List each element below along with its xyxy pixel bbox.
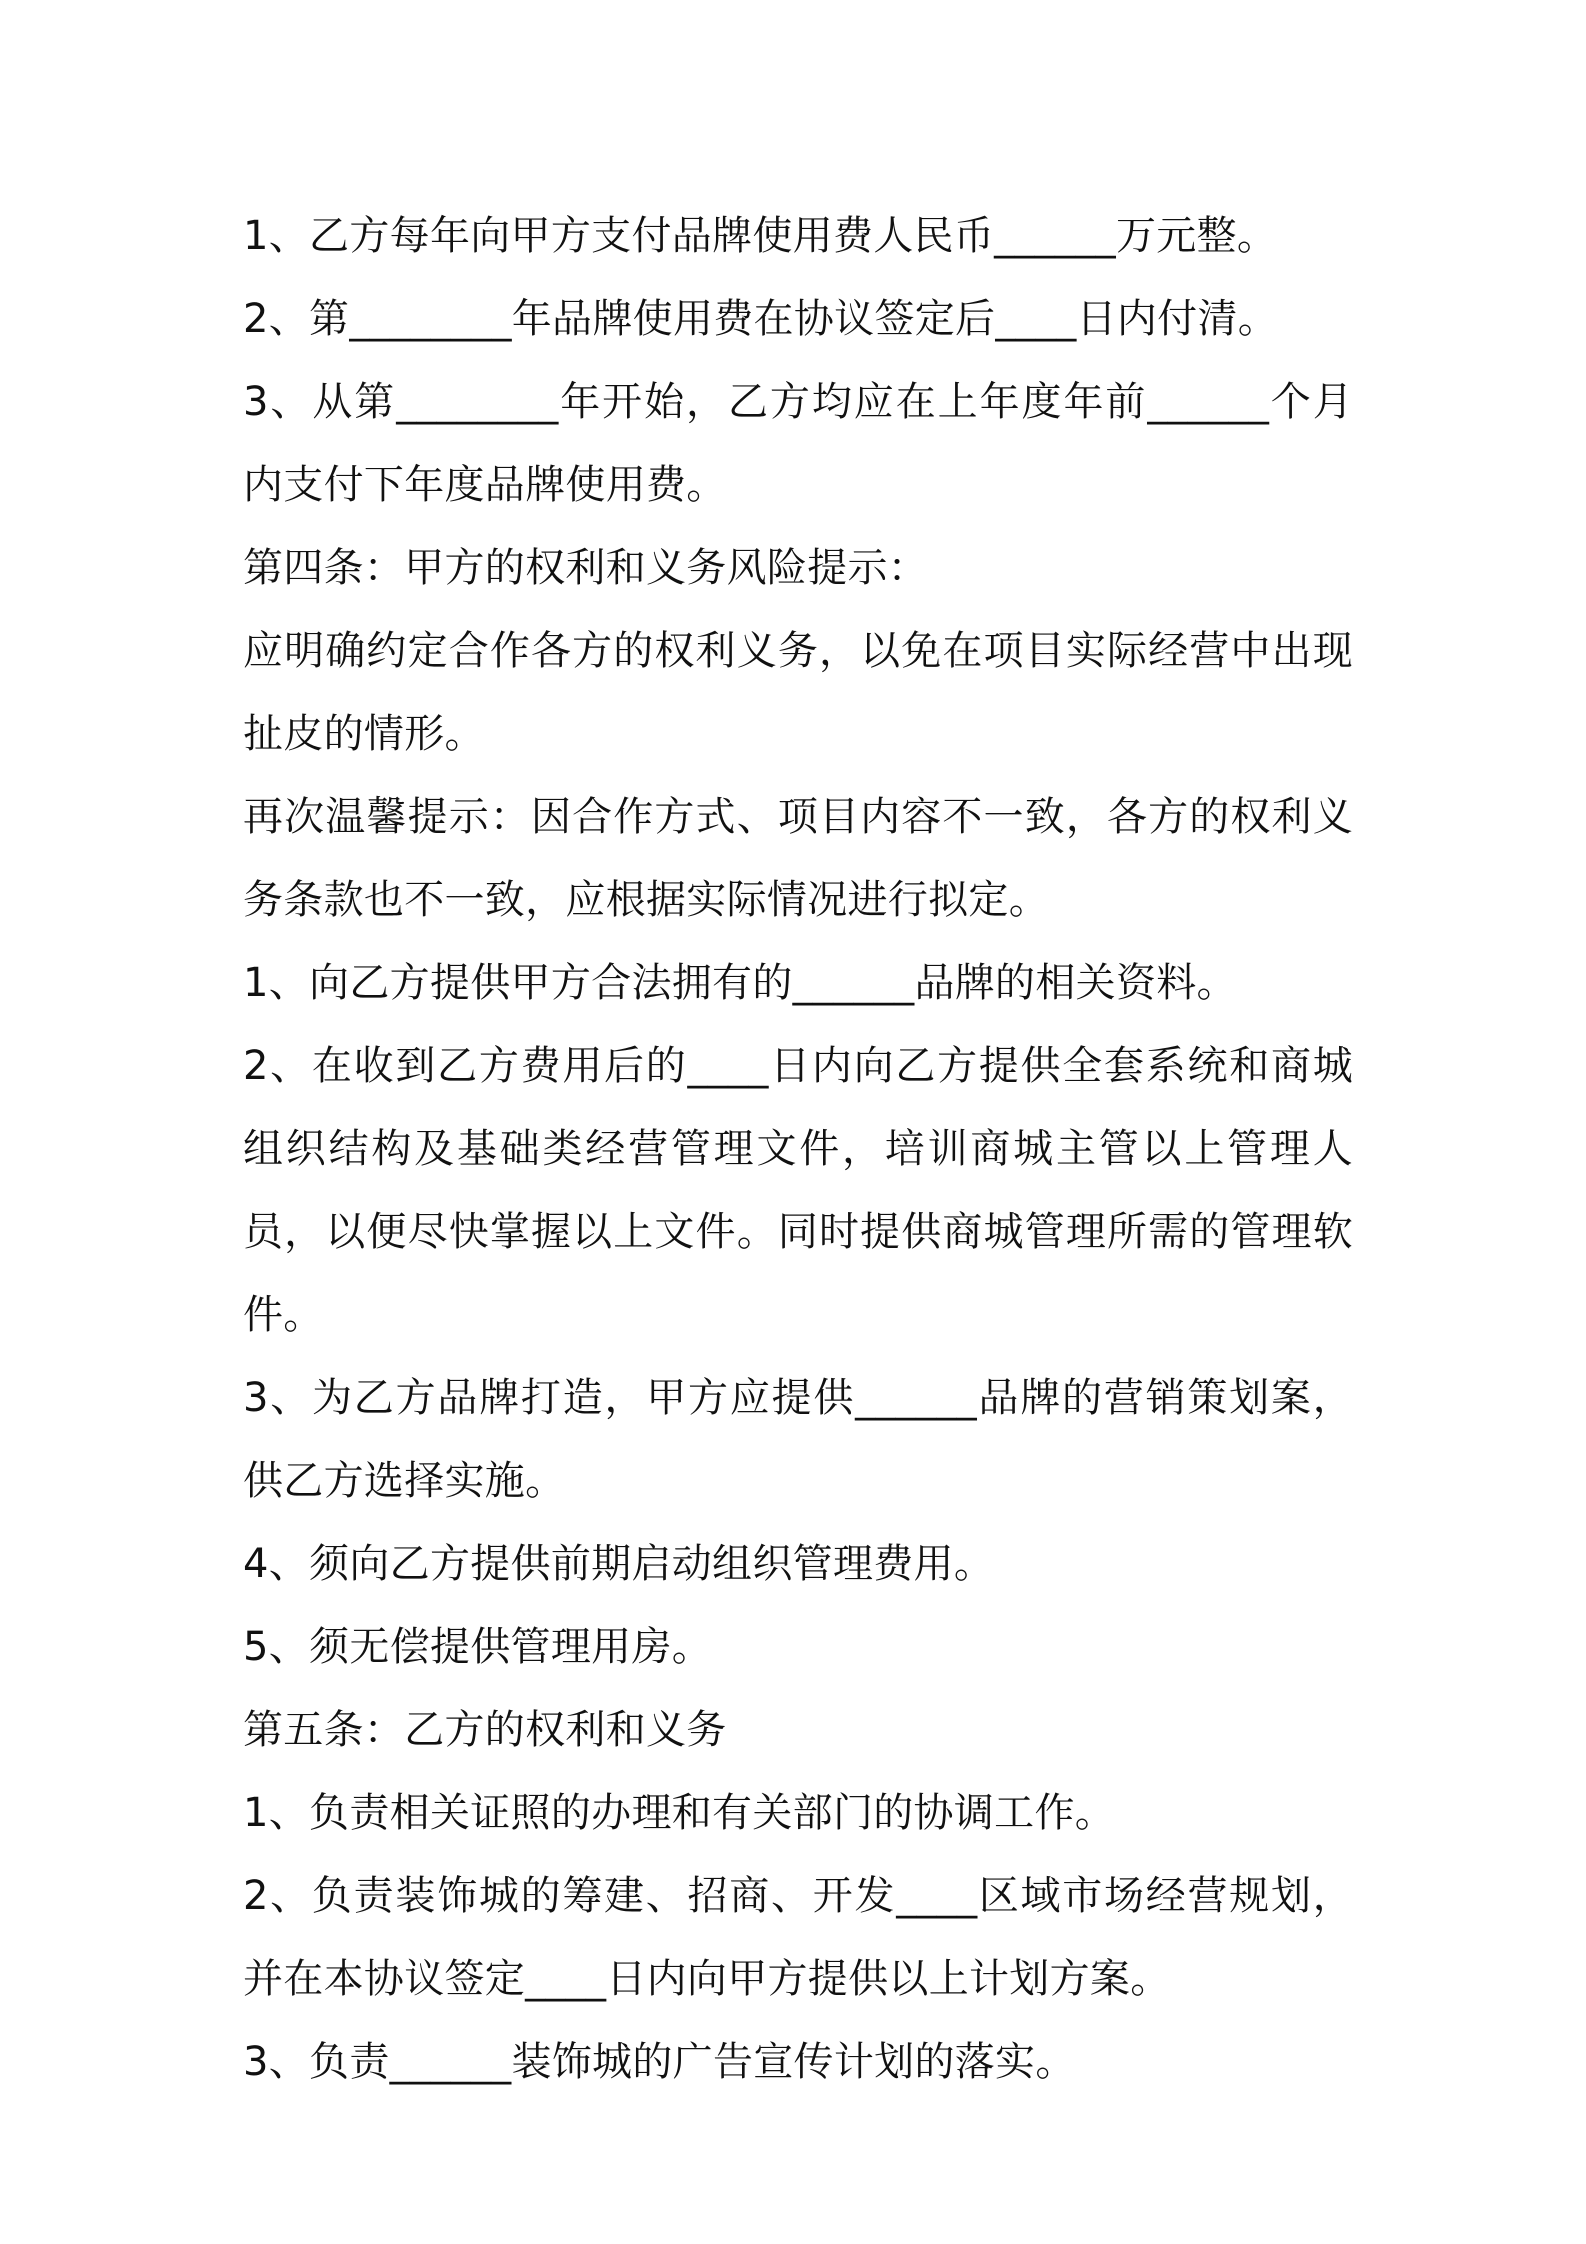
party-b-duty-3: 3、负责______装饰城的广告宣传计划的落实。: [243, 2039, 1076, 2085]
risk-note: 应明确约定合作各方的权利义务，以免在项目实际经营中出现扯皮的情形。: [243, 628, 1353, 757]
payment-clause-2: 2、第________年品牌使用费在协议签定后____日内付清。: [243, 296, 1279, 342]
document-body: [243, 195, 1353, 2104]
party-a-duty-3: 3、为乙方品牌打造，甲方应提供______品牌的营销策划案，供乙方选择实施。: [243, 1375, 1353, 1504]
party-a-duty-1: 1、向乙方提供甲方合法拥有的______品牌的相关资料。: [243, 960, 1237, 1006]
party-b-duty-2: 2、负责装饰城的筹建、招商、开发____区域市场经营规划，并在本协议签定____日内向甲方提供以上计划方案。: [243, 1873, 1353, 2002]
payment-clause-1: 1、乙方每年向甲方支付品牌使用费人民币______万元整。: [243, 213, 1278, 259]
reminder-note: 再次温馨提示：因合作方式、项目内容不一致，各方的权利义务条款也不一致，应根据实际情况进行拟定。: [243, 794, 1353, 923]
party-a-duty-5: 5、须无偿提供管理用房。: [243, 1624, 713, 1670]
article-4-heading: 第四条：甲方的权利和义务风险提示：: [243, 545, 929, 591]
article-5-heading: 第五条：乙方的权利和义务: [243, 1707, 727, 1753]
payment-clause-3: 3、从第________年开始，乙方均应在上年度年前______个月内支付下年度品牌使用费。: [243, 379, 1353, 508]
party-a-duty-2: 2、在收到乙方费用后的____日内向乙方提供全套系统和商城组织结构及基础类经营管理文件，培训商城主管以上管理人员，以便尽快掌握以上文件。同时提供商城管理所需的管理软件。: [243, 1043, 1353, 1338]
party-b-duty-1: 1、负责相关证照的办理和有关部门的协调工作。: [243, 1790, 1116, 1836]
party-a-duty-4: 4、须向乙方提供前期启动组织管理费用。: [243, 1541, 995, 1587]
